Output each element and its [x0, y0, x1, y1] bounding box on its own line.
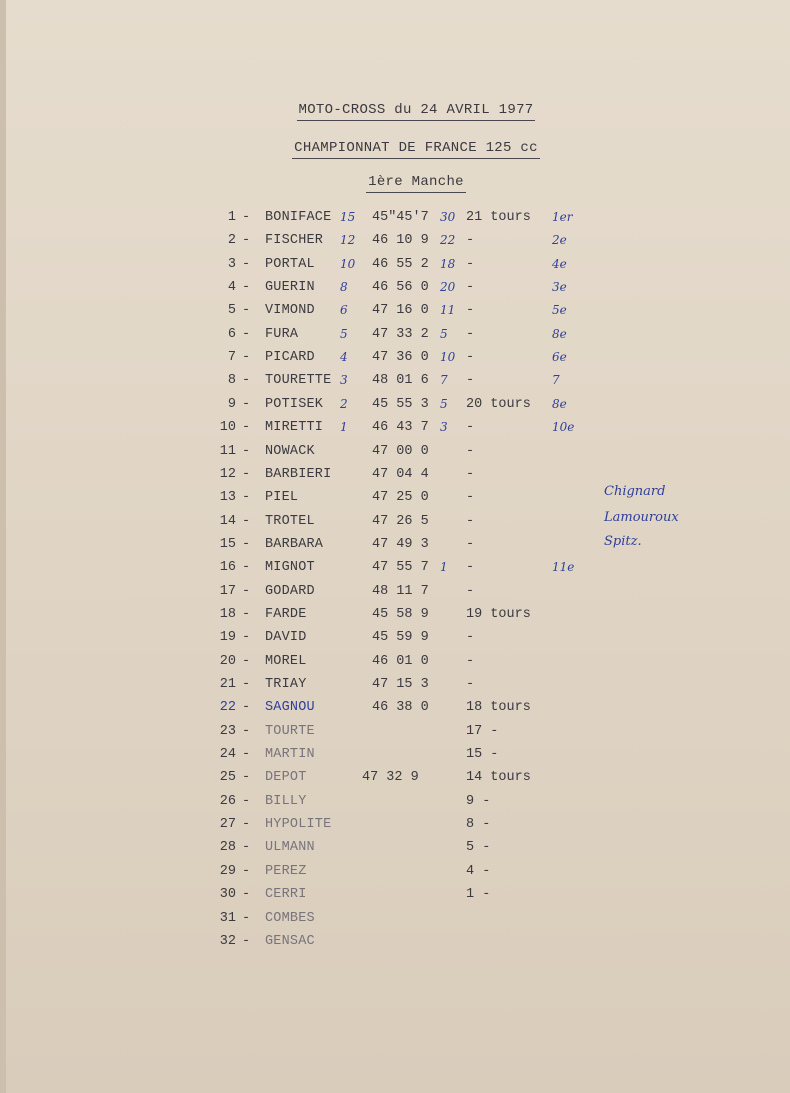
handwritten-points: 2: [340, 396, 348, 411]
handwritten-lap-note: 20: [440, 280, 456, 295]
handwritten-points: 10: [340, 256, 356, 271]
result-row: [6, 490, 790, 510]
separator-dash: -: [242, 350, 251, 366]
race-time: 47 32 9: [362, 770, 419, 786]
result-row: [6, 677, 790, 697]
result-row: [6, 280, 790, 300]
separator-dash: -: [242, 793, 251, 809]
laps-completed: -: [466, 256, 475, 272]
handwritten-placing: 2e: [552, 233, 567, 248]
rider-name: PICARD: [265, 350, 315, 366]
race-time: 46 43 7: [372, 420, 429, 436]
result-row: [6, 817, 790, 837]
separator-dash: -: [242, 420, 251, 436]
handwritten-lap-note: 1: [440, 560, 448, 575]
rider-position: 21: [219, 677, 236, 692]
rider-position: 9: [227, 396, 236, 412]
separator-dash: -: [242, 910, 251, 926]
laps-completed: 5 -: [466, 840, 491, 856]
laps-completed: 20 tours: [466, 396, 531, 412]
laps-completed: -: [466, 466, 475, 482]
rider-position: 2: [227, 233, 236, 249]
rider-name: BONIFACE: [265, 210, 332, 225]
handwritten-points: 8: [340, 280, 348, 295]
laps-completed: 19 tours: [466, 606, 531, 622]
rider-name: TOURETTE: [265, 373, 332, 389]
rider-position: 16: [219, 560, 236, 576]
result-row: [6, 770, 790, 790]
rider-name: GUERIN: [265, 280, 315, 296]
result-row: [6, 350, 790, 370]
rider-name: FARDE: [265, 606, 307, 622]
race-time: 47 15 3: [372, 677, 429, 692]
laps-completed: 17 -: [466, 723, 499, 739]
result-row: [6, 864, 790, 884]
rider-name: BARBARA: [265, 536, 324, 552]
laps-completed: -: [466, 373, 475, 389]
laps-completed: 15 -: [466, 747, 499, 763]
separator-dash: -: [242, 373, 251, 389]
rider-name: PORTAL: [265, 256, 315, 272]
separator-dash: -: [242, 466, 251, 482]
laps-completed: 18 tours: [466, 700, 531, 716]
race-time: 46 56 0: [372, 280, 429, 296]
rider-name: CERRI: [265, 887, 307, 903]
handwritten-placing: 11e: [552, 560, 575, 575]
separator-dash: -: [242, 933, 251, 949]
rider-name: DEPOT: [265, 770, 307, 786]
rider-position: 20: [219, 653, 236, 669]
result-row: [6, 700, 790, 720]
separator-dash: -: [242, 677, 251, 692]
laps-completed: -: [466, 350, 475, 366]
rider-name: GODARD: [265, 583, 315, 599]
rider-name: POTISEK: [265, 396, 324, 412]
rider-position: 4: [227, 280, 236, 296]
result-row: [6, 584, 790, 604]
race-time: 47 26 5: [372, 513, 429, 529]
result-row: [6, 444, 790, 464]
championship-subtitle: CHAMPIONNAT DE FRANCE 125 cc: [6, 140, 790, 156]
rider-name: MARTIN: [265, 747, 315, 763]
handwritten-lap-note: 11: [440, 303, 456, 318]
rider-position: 11: [219, 443, 236, 459]
result-row: [6, 303, 790, 323]
rider-position: 5: [227, 303, 236, 319]
handwritten-lap-note: 5: [440, 326, 448, 341]
separator-dash: -: [242, 700, 251, 716]
rider-name: MIGNOT: [265, 560, 315, 576]
handwritten-lap-note: 18: [440, 256, 456, 271]
result-row: [6, 420, 790, 440]
race-time: 45 55 3: [372, 396, 429, 412]
separator-dash: -: [242, 326, 251, 342]
rider-name: GENSAC: [265, 933, 315, 949]
rider-name: BARBIERI: [265, 466, 332, 482]
result-row: [6, 257, 790, 277]
handwritten-placing: 7: [552, 373, 560, 388]
separator-dash: -: [242, 817, 251, 833]
race-time: 47 49 3: [372, 536, 429, 552]
handwritten-points: 6: [340, 303, 348, 318]
separator-dash: -: [242, 443, 251, 459]
rider-name: NOWACK: [265, 443, 315, 459]
result-row: [6, 934, 790, 954]
rider-name: PIEL: [265, 490, 299, 506]
result-row: [6, 397, 790, 417]
race-time: 47 25 0: [372, 490, 429, 506]
laps-completed: 1 -: [466, 887, 491, 903]
separator-dash: -: [242, 747, 251, 763]
result-row: [6, 467, 790, 487]
result-row: [6, 560, 790, 580]
laps-completed: -: [466, 677, 475, 692]
separator-dash: -: [242, 723, 251, 739]
race-time: 47 00 0: [372, 443, 429, 459]
rider-name: DAVID: [265, 630, 307, 646]
handwritten-points: 1: [340, 420, 348, 435]
laps-completed: -: [466, 280, 475, 296]
rider-name: SAGNOU: [265, 700, 315, 716]
separator-dash: -: [242, 303, 251, 319]
result-row: [6, 537, 790, 557]
rider-position: 19: [219, 630, 236, 646]
race-time: 46 38 0: [372, 700, 429, 716]
rider-position: 30: [219, 887, 236, 903]
laps-completed: -: [466, 583, 475, 599]
separator-dash: -: [242, 560, 251, 576]
rider-position: 22: [219, 700, 236, 716]
rider-name: MOREL: [265, 653, 307, 669]
rider-name: FURA: [265, 326, 299, 342]
result-row: [6, 654, 790, 674]
handwritten-note: Chignard: [604, 484, 666, 499]
laps-completed: -: [466, 303, 475, 319]
handwritten-points: 3: [340, 373, 348, 388]
rider-position: 32: [219, 933, 236, 949]
rider-position: 31: [219, 910, 236, 926]
laps-completed: -: [466, 653, 475, 669]
handwritten-points: 5: [340, 326, 348, 341]
separator-dash: -: [242, 536, 251, 552]
handwritten-placing: 8e: [552, 396, 567, 411]
rider-position: 6: [227, 326, 236, 342]
result-row: [6, 327, 790, 347]
separator-dash: -: [242, 396, 251, 412]
laps-completed: 14 tours: [466, 770, 531, 786]
laps-completed: -: [466, 443, 475, 459]
rider-name: FISCHER: [265, 233, 324, 249]
handwritten-placing: 6e: [552, 350, 567, 365]
race-time: 48 11 7: [372, 583, 429, 599]
rider-position: 14: [219, 513, 236, 529]
rider-position: 13: [219, 490, 236, 506]
handwritten-lap-note: 7: [440, 373, 448, 388]
race-time: 47 33 2: [372, 326, 429, 342]
separator-dash: -: [242, 280, 251, 296]
rider-position: 28: [219, 840, 236, 856]
result-row: [6, 630, 790, 650]
laps-completed: 21 tours: [466, 210, 531, 225]
race-time: 48 01 6: [372, 373, 429, 389]
rider-position: 10: [219, 420, 236, 436]
separator-dash: -: [242, 233, 251, 249]
separator-dash: -: [242, 490, 251, 506]
laps-completed: 4 -: [466, 863, 491, 879]
result-row: [6, 747, 790, 767]
handwritten-lap-note: 22: [440, 233, 456, 248]
rider-name: MIRETTI: [265, 420, 324, 436]
race-time: 46 10 9: [372, 233, 429, 249]
separator-dash: -: [242, 770, 251, 786]
race-time: 45"45'7: [372, 210, 429, 225]
handwritten-points: 12: [340, 233, 356, 248]
laps-completed: 8 -: [466, 817, 491, 833]
separator-dash: -: [242, 513, 251, 529]
rider-position: 8: [227, 373, 236, 389]
laps-completed: -: [466, 513, 475, 529]
separator-dash: -: [242, 653, 251, 669]
rider-position: 15: [219, 536, 236, 552]
rider-name: PEREZ: [265, 863, 307, 879]
laps-completed: -: [466, 560, 475, 576]
handwritten-lap-note: 3: [440, 420, 448, 435]
race-time: 46 01 0: [372, 653, 429, 669]
rider-position: 25: [219, 770, 236, 786]
separator-dash: -: [242, 840, 251, 856]
heat-label: 1ère Manche: [6, 174, 790, 190]
race-time: 47 36 0: [372, 350, 429, 366]
laps-completed: -: [466, 326, 475, 342]
handwritten-points: 4: [340, 350, 348, 365]
race-time: 45 58 9: [372, 606, 429, 622]
result-row: [6, 210, 790, 230]
rider-name: COMBES: [265, 910, 315, 926]
rider-position: 27: [219, 817, 236, 833]
rider-name: VIMOND: [265, 303, 315, 319]
rider-position: 7: [227, 350, 236, 366]
handwritten-note: Spitz.: [604, 534, 642, 549]
handwritten-placing: 3e: [552, 280, 567, 295]
rider-name: ULMANN: [265, 840, 315, 856]
result-row: [6, 887, 790, 907]
race-time: 47 16 0: [372, 303, 429, 319]
handwritten-placing: 1er: [552, 210, 573, 224]
laps-completed: -: [466, 233, 475, 249]
result-row: [6, 794, 790, 814]
rider-name: HYPOLITE: [265, 817, 332, 833]
handwritten-note: Lamouroux: [604, 510, 679, 525]
laps-completed: -: [466, 630, 475, 646]
result-row: [6, 840, 790, 860]
handwritten-points: 15: [340, 210, 356, 224]
race-time: 45 59 9: [372, 630, 429, 646]
rider-position: 23: [219, 723, 236, 739]
handwritten-placing: 4e: [552, 256, 567, 271]
result-row: [6, 724, 790, 744]
result-row: [6, 233, 790, 253]
separator-dash: -: [242, 606, 251, 622]
handwritten-placing: 8e: [552, 326, 567, 341]
laps-completed: -: [466, 536, 475, 552]
rider-position: 24: [219, 747, 236, 763]
rider-position: 12: [219, 466, 236, 482]
rider-position: 1: [227, 210, 236, 225]
rider-position: 17: [219, 583, 236, 599]
separator-dash: -: [242, 863, 251, 879]
race-time: 47 55 7: [372, 560, 429, 576]
result-row: [6, 911, 790, 931]
race-time: 46 55 2: [372, 256, 429, 272]
rider-name: TROTEL: [265, 513, 315, 529]
race-time: 47 04 4: [372, 466, 429, 482]
laps-completed: -: [466, 490, 475, 506]
rider-position: 26: [219, 793, 236, 809]
laps-completed: -: [466, 420, 475, 436]
handwritten-lap-note: 30: [440, 210, 456, 224]
separator-dash: -: [242, 583, 251, 599]
result-row: [6, 607, 790, 627]
handwritten-placing: 5e: [552, 303, 567, 318]
handwritten-placing: 10e: [552, 420, 575, 435]
laps-completed: 9 -: [466, 793, 491, 809]
separator-dash: -: [242, 256, 251, 272]
rider-position: 3: [227, 256, 236, 272]
handwritten-lap-note: 10: [440, 350, 456, 365]
separator-dash: -: [242, 210, 251, 225]
result-row: [6, 373, 790, 393]
rider-name: TRIAY: [265, 677, 307, 692]
separator-dash: -: [242, 887, 251, 903]
handwritten-lap-note: 5: [440, 396, 448, 411]
rider-position: 18: [219, 606, 236, 622]
document-title: MOTO-CROSS du 24 AVRIL 1977: [6, 102, 790, 118]
rider-name: TOURTE: [265, 723, 315, 739]
rider-position: 29: [219, 863, 236, 879]
separator-dash: -: [242, 630, 251, 646]
rider-name: BILLY: [265, 793, 307, 809]
